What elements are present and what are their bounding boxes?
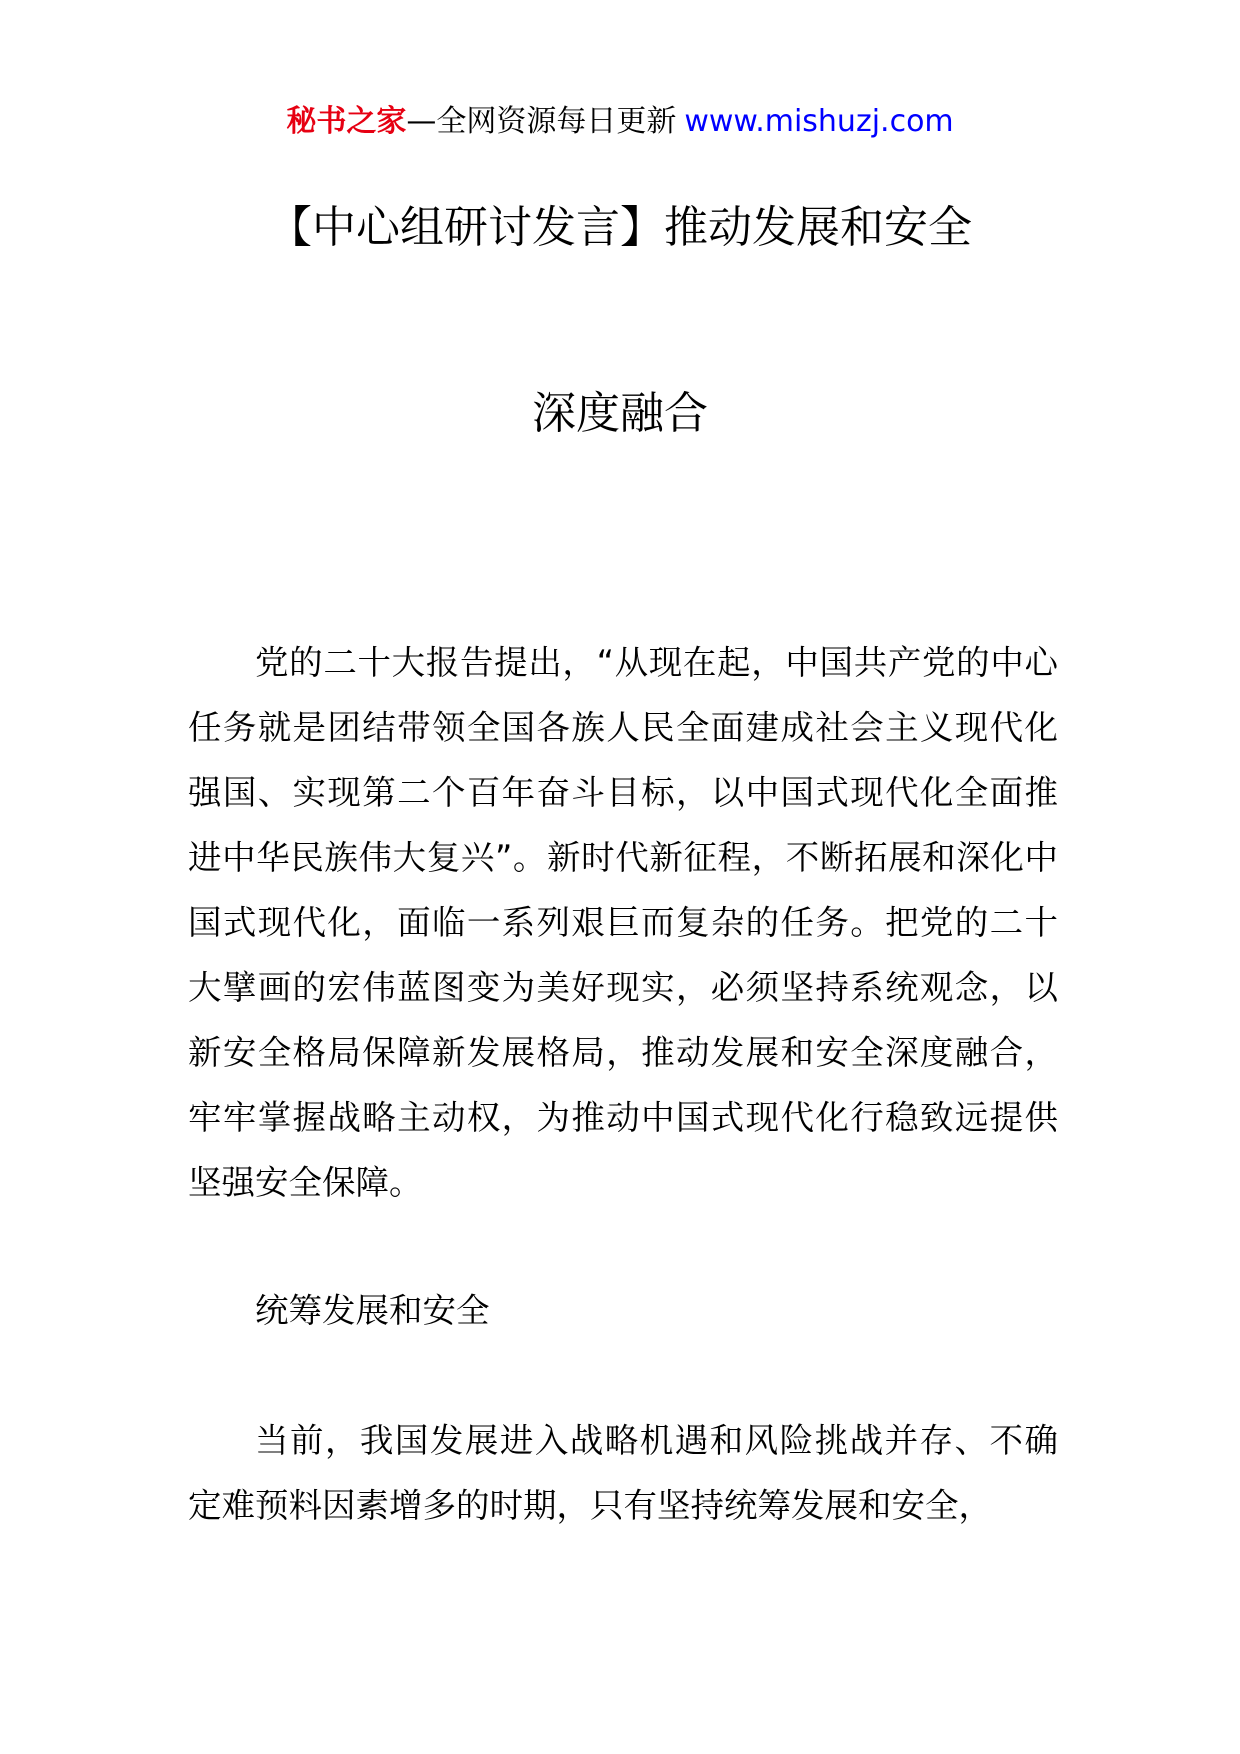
header-tagline: —全网资源每日更新 [406,104,677,139]
section-heading: 统筹发展和安全 [255,1291,490,1330]
document-title-line-1: 【中心组研讨发言】推动发展和安全 [268,202,972,253]
body-paragraph-1: 党的二十大报告提出，“从现在起，中国共产党的中心任务就是团结带领全国各族人民全面建成社会主义现代化强国、实现第二个百年奋斗目标，以中国式现代化全面推进中华民族伟大复兴”。新时代新征程，不断拓展和深化中国式现代化，面临一系列艰巨而复杂的任务。把党的二十大擘画的宏伟蓝图变为美好现实，必须坚持系统观念，以新安全格局保障新发展格局，推动发展和安全深度融合，牢牢掌握战略主动权，为推动中国式现代化行稳致远提供坚强安全保障。 [188,643,1058,1202]
page-header [0,102,1240,142]
site-url-link[interactable]: www.mishuzj.com [684,104,954,139]
document-title-line-2: 深度融合 [532,388,708,439]
body-paragraph-2: 当前，我国发展进入战略机遇和风险挑战并存、不确定难预料因素增多的时期，只有坚持统筹发展和安全， [188,1421,1058,1525]
brand-name: 秘书之家 [286,104,407,139]
